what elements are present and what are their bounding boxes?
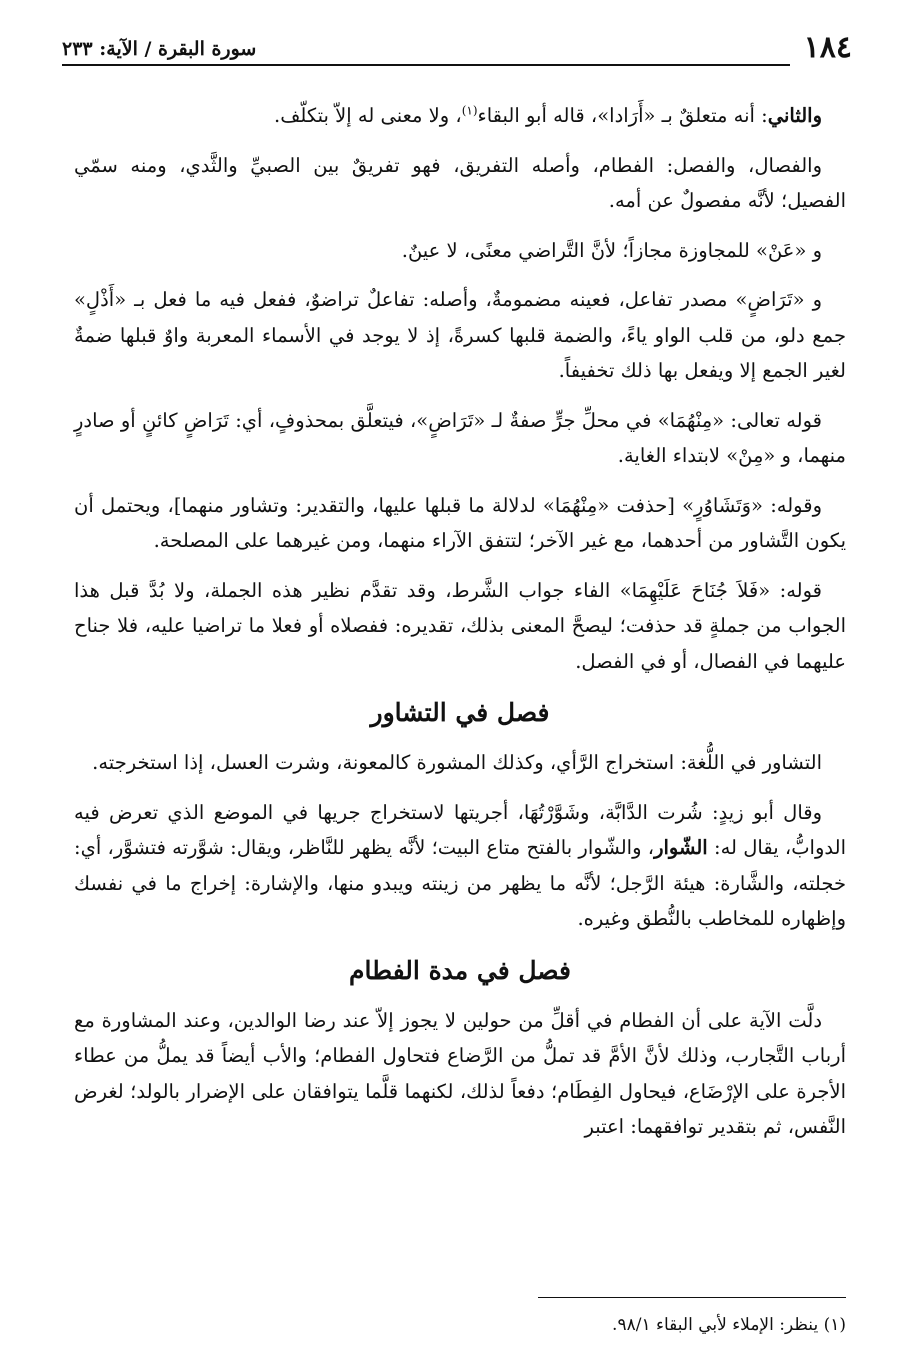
paragraph-text: : أنه متعلقٌ بـ «أَرَادا»، قاله أبو البقاء [477, 104, 768, 127]
header-rule [62, 64, 790, 66]
section1-paragraph-2 [74, 795, 846, 937]
paragraph-1 [74, 98, 846, 134]
section-title-weaning-period: فصل في مدة الفطام [349, 955, 571, 985]
paragraph-text: ، والشّوار بالفتح متاع البيت؛ لأنَّه يظهر للنَّاظر، ويقال: شوَّرته فتشوَّر، أي: خجلته، والشَّارة: هيئة الرَّجل؛ لأنَّه ما يظهر من زينته ويبدو منها، والإشارة: إخراج ما في نفسك وإظهاره للمخاطب بالنُّطق وغيره. [74, 836, 846, 930]
paragraph-tail: ، ولا معنى له إلاّ بتكلّف. [274, 104, 462, 127]
paragraph-text: وقال أبو زيدٍ: شُرت الدَّابَّة، وشَوَّرْتُهَا، أجريتها لاستخراج جريها في الموضع الذي تعرض فيه الدوابُّ، يقال له: [74, 800, 846, 859]
footnote-rule [538, 1297, 846, 1298]
page-header [62, 28, 852, 68]
paragraph-6: وقوله: «وَتَشَاوُرٍ» [حذفت «مِنْهُمَا» لدلالة ما قبلها عليها، والتقدير: وتشاور منهما]، ويحتمل أن يكون التَّشاور من أحدهما، مع غير الآخر؛ لتتفق الآراء منهما، ومن غيرهما على المصلحة. [74, 493, 846, 552]
paragraph-3: و «عَنْ» للمجاوزة مجازاً؛ لأنَّ التَّراضي معنًى، لا عينٌ. [401, 238, 822, 262]
page-number: ١٨٤ [803, 30, 852, 65]
page-body [74, 98, 846, 1159]
paragraph-7: قوله: «فَلاَ جُنَاحَ عَلَيْهِمَا» الفاء جواب الشَّرط، وقد تقدَّم نظير هذه الجملة، ولا بُدَّ قبل هذا الجواب من جملةٍ قد حذفت؛ ليصحَّ المعنى بذلك، تقديره: ففصلاه أو فعلا ما تراضيا عليه، فلا جناح عليهما في الفصال، أو في الفصل. [74, 578, 846, 673]
running-title: سورة البقرة / الآية: ٢٣٣ [62, 38, 257, 60]
section-title-consultation: فصل في التشاور [370, 698, 550, 727]
footnote: (١) ينظر: الإملاء لأبي البقاء ٩٨/١. [612, 1315, 846, 1335]
paragraph-lead: والثاني [767, 104, 822, 127]
section2-paragraph-1: دلَّت الآية على أن الفطام في أقلِّ من حولين لا يجوز إلاّ عند رضا الوالدين، وعند المشاورة مع أرباب التَّجارب، وذلك لأنَّ الأمَّ قد تملُّ من الرَّضاع فتحاول الفطام؛ والأب أيضاً قد يملُّ من عطاء الأجرة على الإرْضَاع، فيحاول الفِطَام؛ دفعاً لذلك، لكنهما قلَّما يتوافقان على الإضرار بالولد؛ لغرض النَّفس، ثم بتقدير توافقهما: اعتبر [74, 1008, 846, 1138]
bold-term: الشّوار [654, 836, 708, 859]
paragraph-4: و «تَرَاضٍ» مصدر تفاعل، فعينه مضمومةٌ، وأصله: تفاعلٌ تراضوٌ، ففعل فيه ما فعل بـ «أَذْلٍ» جمع دلو، من قلب الواو ياءً، والضمة قلبها كسرةً، إذ لا يوجد في الأسماء المعربة واوٌ قبلها ضمةٌ لغير الجمع إلا ويفعل بها ذلك تخفيفاً. [74, 288, 846, 382]
paragraph-5: قوله تعالى: «مِنْهُمَا» في محلِّ جرٍّ صفةٌ لـ «تَرَاضٍ»، فيتعلَّق بمحذوفٍ، أي: تَرَاضٍ كائنٍ أو صادرٍ منهما، و «مِنْ» لابتداء الغاية. [74, 408, 846, 467]
footnote-reference[interactable]: (١) [461, 103, 478, 118]
section1-paragraph-1: التشاور في اللُّغة: استخراج الرَّأي، وكذلك المشورة كالمعونة، وشرت العسل، إذا استخرجته. [92, 751, 822, 774]
paragraph-2: والفصال، والفصل: الفطام، وأصله التفريق، فهو تفريقٌ بين الصبيِّ والثَّدي، ومنه سمّي الفصيل؛ لأنَّه مفصولٌ عن أمه. [74, 153, 846, 212]
